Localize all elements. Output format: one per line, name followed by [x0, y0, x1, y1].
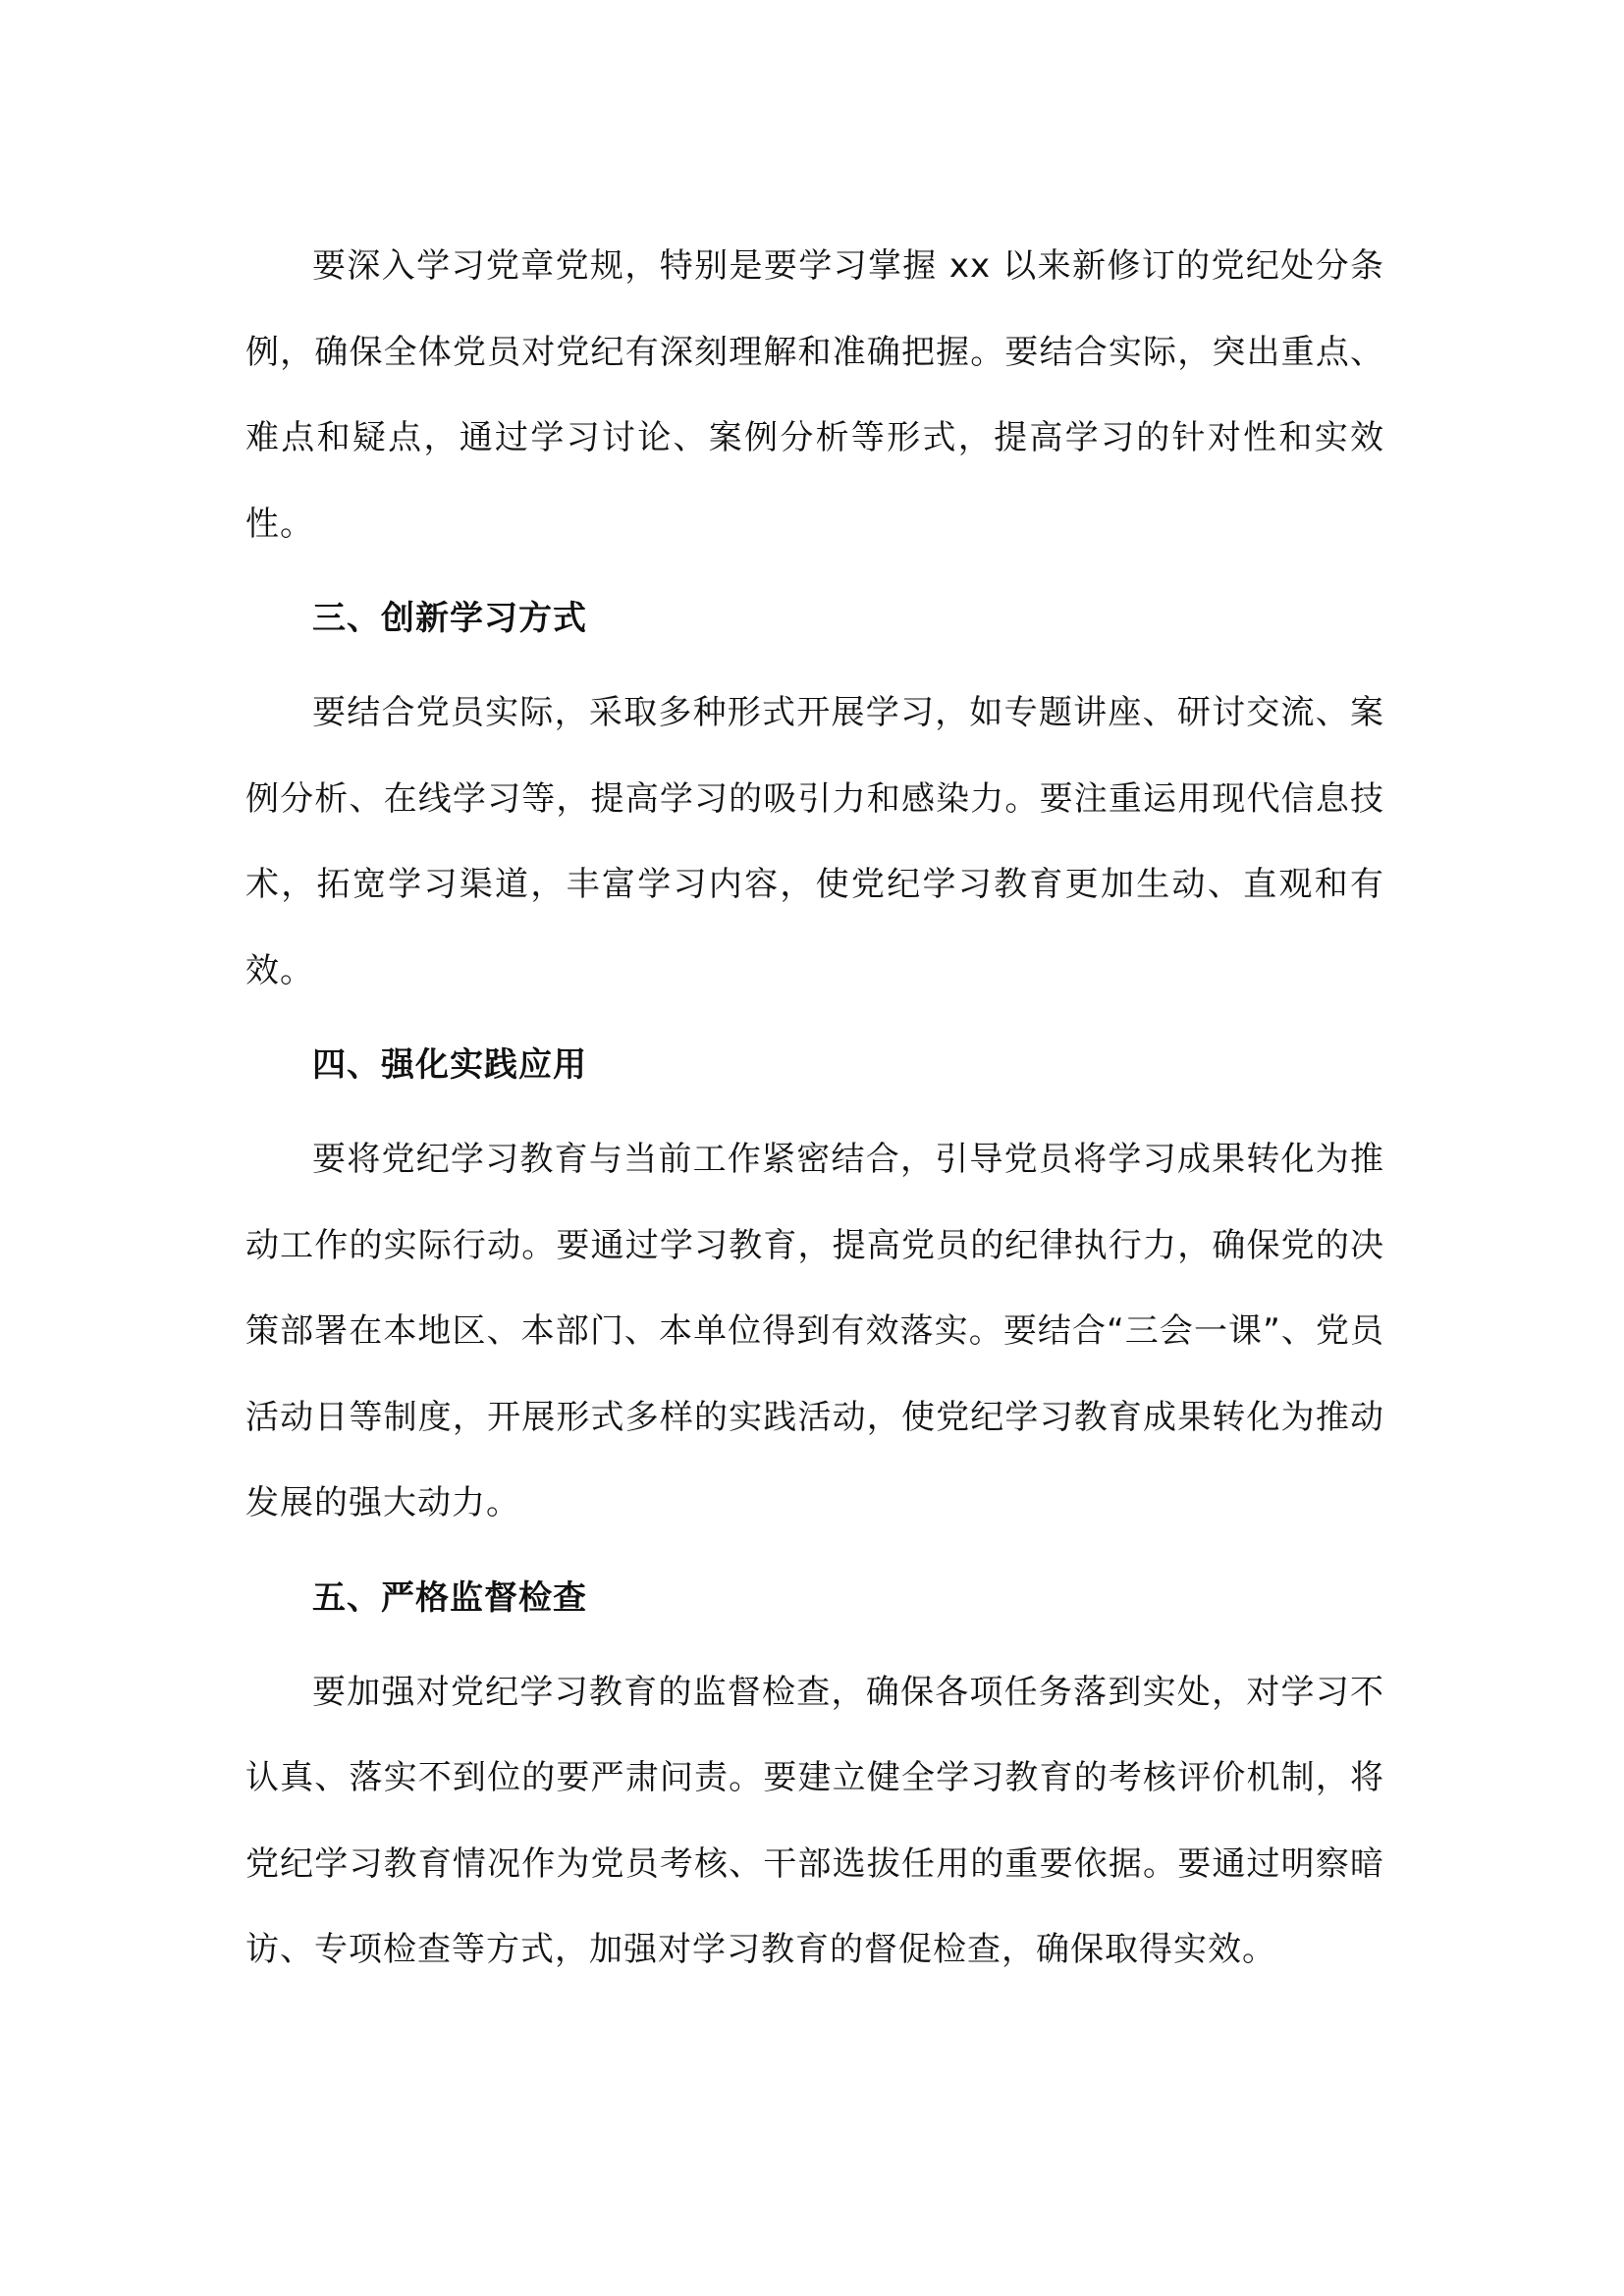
paragraph-practice-application: 要将党纪学习教育与当前工作紧密结合，引导党员将学习成果转化为推动工作的实际行动。要通过学习教育，提高党员的纪律执行力，确保党的决策部署在本地区、本部门、本单位得到有效落实。要结合“三会一课”、党员活动日等制度，开展形式多样的实践活动，使党纪学习教育成果转化为推动发展的强大动力。: [245, 1140, 1384, 1522]
paragraph-innovate-methods: 要结合党员实际，采取多种形式开展学习，如专题讲座、研讨交流、案例分析、在线学习等，提高学习的吸引力和感染力。要注重运用现代信息技术，拓宽学习渠道，丰富学习内容，使党纪学习教育更加生动、直观和有效。: [245, 693, 1384, 990]
paragraph-supervision: 要加强对党纪学习教育的监督检查，确保各项任务落到实处，对学习不认真、落实不到位的要严肃问责。要建立健全学习教育的考核评价机制，将党纪学习教育情况作为党员考核、干部选拔任用的重要依据。要通过明察暗访、专项检查等方式，加强对学习教育的督促检查，确保取得实效。: [245, 1672, 1384, 1969]
paragraph-study-party-rules: 要深入学习党章党规，特别是要学习掌握 xx 以来新修订的党纪处分条例，确保全体党员对党纪有深刻理解和准确把握。要结合实际，突出重点、难点和疑点，通过学习讨论、案例分析等形式，提高学习的针对性和实效性。: [245, 246, 1384, 544]
section-heading-innovate-methods: 三、创新学习方式: [312, 599, 587, 638]
section-heading-practice-application: 四、强化实践应用: [312, 1045, 587, 1085]
document-body: [245, 224, 1384, 1994]
section-heading-supervision: 五、严格监督检查: [312, 1577, 587, 1618]
